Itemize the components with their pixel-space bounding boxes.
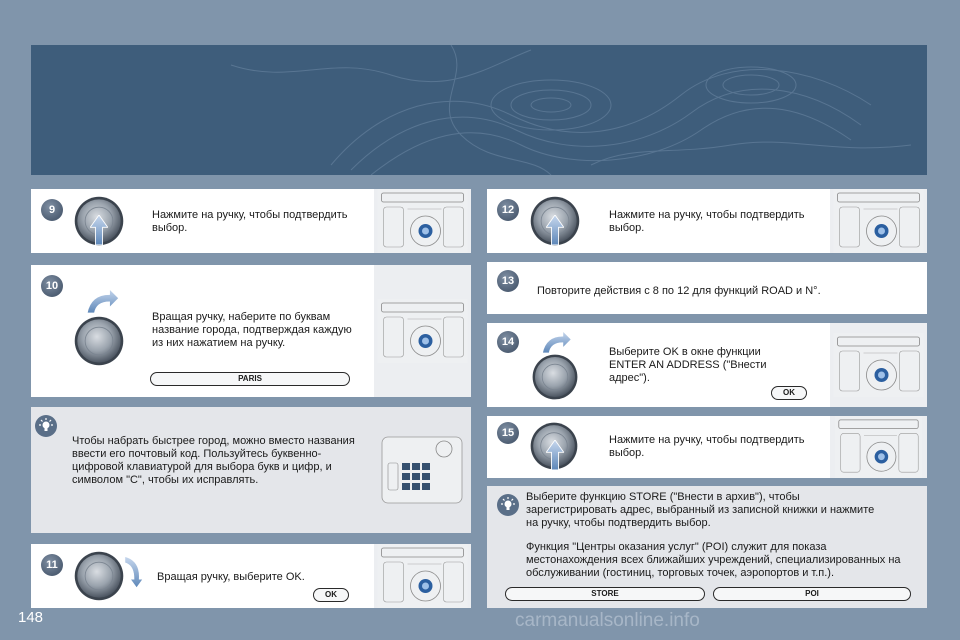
paris-display: PARIS [150, 372, 350, 386]
lightbulb-icon [35, 415, 57, 437]
step-text: Нажмите на ручку, чтобы подтвердить выбор. [609, 209, 805, 234]
control-panel-image [374, 265, 471, 397]
rotate-arrow-icon [83, 287, 121, 315]
step-badge: 10 [41, 275, 63, 297]
tip-card-store-poi [487, 486, 927, 608]
step-15-card [487, 416, 927, 478]
tip-text-poi: Функция "Центры оказания услуг" (POI) служит для показа местонахождения всех ближайших учреждений, специализированных на обслуживании (гостиниц, торговых точек, аэропортов и т.п.). [526, 541, 901, 579]
tip-card-postcode [31, 407, 471, 533]
poi-display: POI [713, 587, 911, 601]
rotary-knob-icon [73, 550, 125, 602]
step-10-card [31, 265, 471, 397]
lightbulb-icon [497, 494, 519, 516]
keypad-panel-image [374, 407, 471, 533]
step-text: Нажмите на ручку, чтобы подтвердить выбор. [152, 209, 348, 234]
control-panel-image [374, 189, 471, 253]
rotary-knob-icon [531, 353, 579, 401]
header-banner [31, 45, 927, 175]
step-text: Нажмите на ручку, чтобы подтвердить выбор. [609, 434, 805, 459]
step-badge: 9 [41, 199, 63, 221]
control-panel-image [830, 323, 927, 407]
press-arrow-icon [546, 215, 564, 245]
tip-text: Чтобы набрать быстрее город, можно вместо названия ввести его почтовый код. Пользуйтесь буквенно-цифровой клавиатурой для выбора букв и цифр, и символом "C", чтобы их исправлять. [72, 435, 355, 486]
step-text: Повторите действия с 8 по 12 для функций ROAD и N°. [537, 285, 821, 297]
watermark: carmanualsonline.info [515, 610, 700, 631]
topographic-pattern [31, 45, 927, 175]
tip-text-store: Выберите функцию STORE ("Внести в архив"), чтобы зарегистрировать адрес, выбранный из записной книжки и нажмите на ручку, чтобы подтвердить выбор. [526, 491, 875, 529]
step-badge: 15 [497, 422, 519, 444]
step-13-card [487, 262, 927, 314]
rotate-arrow-icon [539, 329, 573, 355]
step-text: Вращая ручку, выберите OK. [157, 571, 305, 583]
control-panel-image [830, 416, 927, 478]
press-arrow-icon [90, 215, 108, 245]
ok-display: OK [771, 386, 807, 400]
step-badge: 13 [497, 270, 519, 292]
rotary-knob-icon [73, 315, 125, 367]
step-14-card [487, 323, 927, 407]
step-text: Вращая ручку, наберите по буквам название города, подтверждая каждую из них нажатием на ручку. [152, 311, 352, 349]
step-badge: 12 [497, 199, 519, 221]
store-display: STORE [505, 587, 705, 601]
step-badge: 11 [41, 554, 63, 576]
press-arrow-icon [546, 440, 564, 470]
step-text: Выберите OK в окне функции ENTER AN ADDRESS ("Внести адрес"). [609, 346, 767, 384]
step-badge: 14 [497, 331, 519, 353]
control-panel-image [830, 189, 927, 253]
step-9-card [31, 189, 471, 253]
rotate-arrow-icon [121, 554, 147, 588]
page-number: 148 [18, 609, 44, 626]
control-panel-image [374, 544, 471, 608]
step-12-card [487, 189, 927, 253]
ok-display: OK [313, 588, 349, 602]
step-11-card [31, 544, 471, 608]
